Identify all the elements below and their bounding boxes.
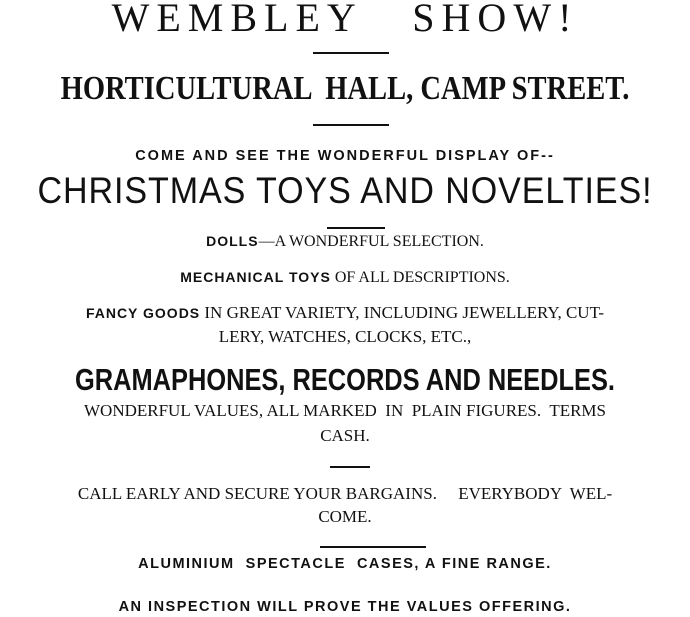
fancy-label: FANCY GOODS: [85, 305, 201, 321]
divider-rule: [313, 52, 389, 54]
inspection-line: AN INSPECTION WILL PROVE THE VALUES OFFERING.: [118, 599, 572, 615]
mechanical-label: MECHANICAL TOYS: [180, 269, 331, 285]
divider-rule: [327, 227, 385, 229]
headline: WEMBLEY SHOW!: [111, 0, 579, 40]
dolls-text: —A WONDERFUL SELECTION.: [258, 233, 484, 250]
values-line-cont: CASH.: [320, 426, 370, 445]
intro-text: COME AND SEE THE WONDERFUL DISPLAY OF--: [135, 148, 555, 164]
call-line: CALL EARLY AND SECURE YOUR BARGAINS. EVERYBODY WEL-: [77, 484, 613, 503]
divider-rule: [330, 466, 370, 468]
call-line-cont: COME.: [318, 507, 372, 526]
spectacle-line: ALUMINIUM SPECTACLE CASES, A FINE RANGE.: [138, 556, 552, 572]
values-line: WONDERFUL VALUES, ALL MARKED IN PLAIN FIGURES. TERMS: [84, 401, 606, 420]
fancy-line-cont: LERY, WATCHES, CLOCKS, ETC.,: [218, 327, 472, 346]
divider-rule: [320, 546, 426, 548]
gramaphones-heading: GRAMAPHONES, RECORDS AND NEEDLES.: [75, 362, 615, 397]
divider-rule: [313, 124, 389, 126]
fancy-line: [0, 303, 690, 323]
venue-heading: HORTICULTURAL HALL, CAMP STREET.: [60, 70, 630, 107]
dolls-label: DOLLS: [206, 233, 259, 249]
fancy-text: IN GREAT VARIETY, INCLUDING JEWELLERY, CUT-: [200, 303, 605, 322]
mechanical-line: [0, 269, 690, 287]
dolls-line: [0, 233, 690, 251]
mechanical-text: OF ALL DESCRIPTIONS.: [330, 269, 510, 286]
main-heading: CHRISTMAS TOYS AND NOVELTIES!: [37, 170, 653, 211]
